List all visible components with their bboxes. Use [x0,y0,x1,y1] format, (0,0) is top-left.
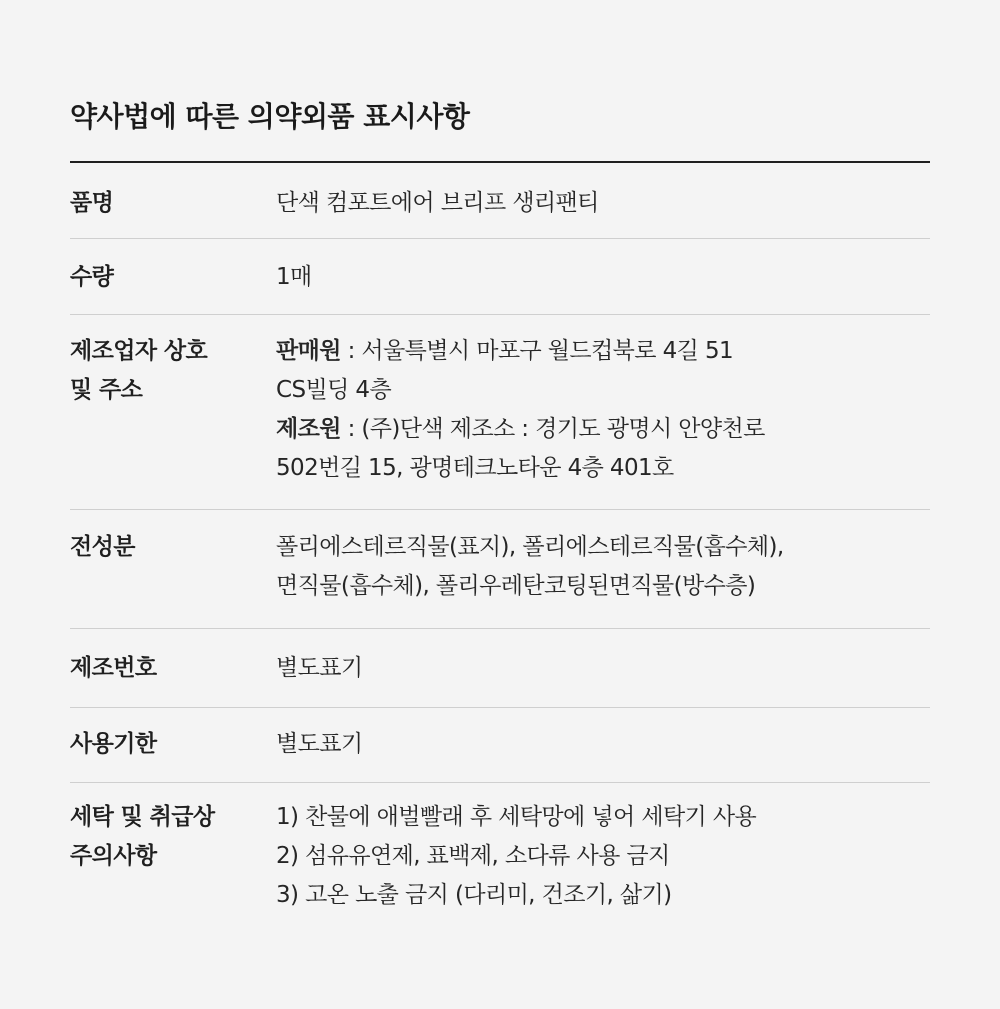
table-row-care [70,783,930,923]
care-instruction: 3) 고온 노출 금지 (다리미, 건조기, 삶기) [276,882,672,908]
row-label: 전성분 [70,534,135,560]
row-label-line: 및 주소 [70,377,143,403]
row-label-line: 제조업자 상호 [70,338,208,364]
row-value: 1매 [276,264,312,290]
row-label [70,332,276,509]
row-value [276,528,930,628]
row-label [70,798,276,923]
row-value [276,798,930,923]
ingredients-line: 폴리에스테르직물(표지), 폴리에스테르직물(흡수체), [276,534,784,560]
row-value: 별도표기 [276,731,363,757]
maker-line [276,410,930,449]
care-instruction: 2) 섬유유연제, 표백제, 소다류 사용 금지 [276,843,670,869]
table-row-quantity [70,239,930,315]
row-label: 품명 [70,190,114,216]
row-label: 제조번호 [70,655,157,681]
table-row-lot-number [70,629,930,708]
maker-label: 제조원 [276,416,341,442]
row-value: 단색 컴포트에어 브리프 생리팬티 [276,190,599,216]
table-row-manufacturer [70,315,930,510]
table-row-product-name [70,163,930,239]
row-label-line: 세탁 및 취급상 [70,804,215,830]
row-value: 별도표기 [276,655,363,681]
seller-address: : 서울특별시 마포구 월드컵북로 4길 51 [340,338,734,364]
ingredients-line: 면직물(흡수체), 폴리우레탄코팅된면직물(방수층) [276,573,756,599]
seller-label: 판매원 [276,338,341,364]
seller-line [276,332,930,371]
maker-address: : (주)단색 제조소 : 경기도 광명시 안양천로 [340,416,765,442]
row-label: 수량 [70,264,114,290]
row-label: 사용기한 [70,731,157,757]
care-instruction: 1) 찬물에 애벌빨래 후 세탁망에 넣어 세탁기 사용 [276,804,757,830]
maker-address-cont: 502번길 15, 광명테크노타운 4층 401호 [276,455,674,481]
table-row-ingredients [70,510,930,629]
page-title: 약사법에 따른 의약외품 표시사항 [70,0,930,163]
info-table [70,163,930,923]
row-value [276,332,930,509]
row-label-line: 주의사항 [70,843,157,869]
seller-address-cont: CS빌딩 4층 [276,377,392,403]
table-row-expiry [70,708,930,783]
